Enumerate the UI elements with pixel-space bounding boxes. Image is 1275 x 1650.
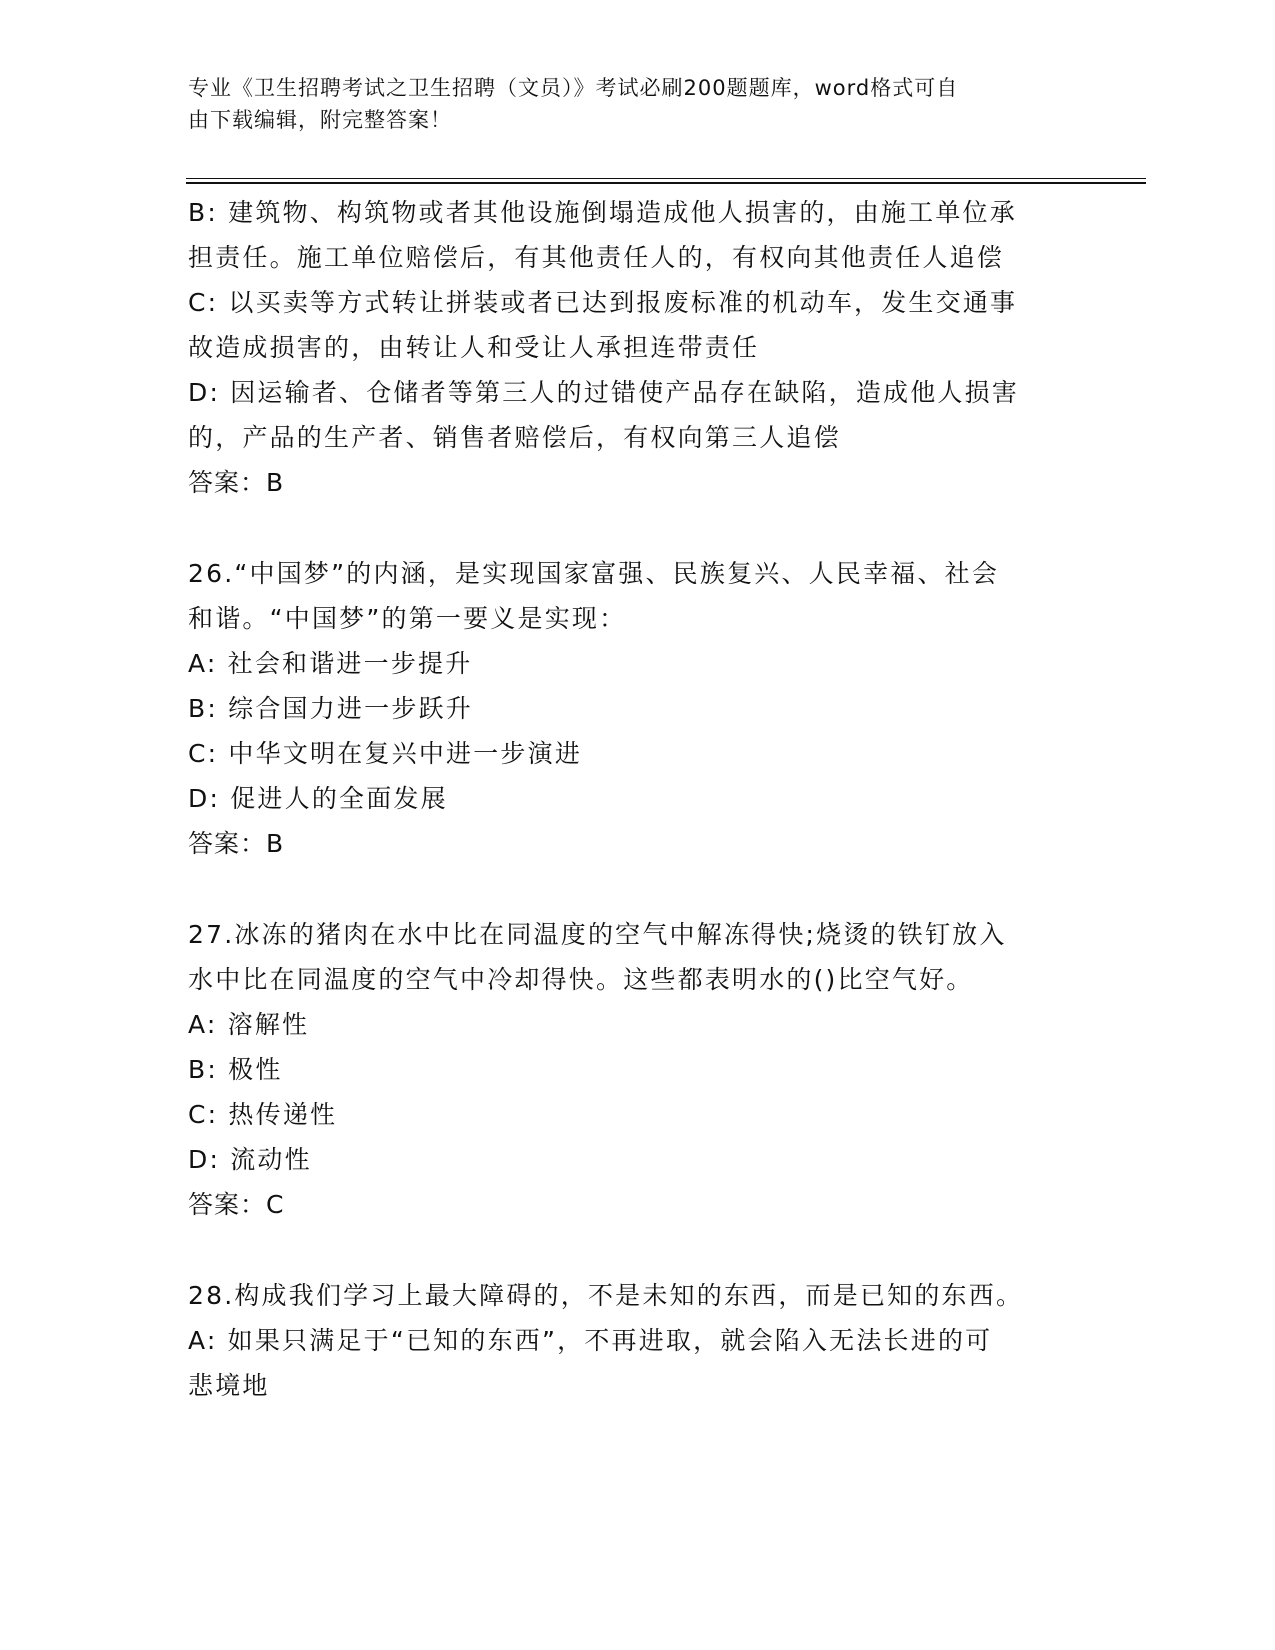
option-c: C: 热传递性 [188, 1100, 338, 1129]
document-header [188, 72, 1068, 136]
header-line-2: 由下载编辑，附完整答案！ [188, 108, 452, 132]
option-d: D: 促进人的全面发展 [188, 784, 448, 813]
question-stem-line-1: 28.构成我们学习上最大障碍的，不是未知的东西，而是已知的东西。 [188, 1281, 1024, 1310]
option-a: A: 溶解性 [188, 1010, 310, 1039]
question-26 [188, 551, 1068, 866]
option-b: B: 综合国力进一步跃升 [188, 694, 473, 723]
option-d: D: 流动性 [188, 1145, 312, 1174]
option-b: B: 极性 [188, 1055, 283, 1084]
question-stem-line-2: 和谐。“中国梦”的第一要义是实现： [188, 604, 627, 633]
answer-26: 答案：B [188, 829, 285, 858]
option-b-line-2: 担责任。施工单位赔偿后，有其他责任人的，有权向其他责任人追偿 [188, 243, 1005, 272]
option-d-line-1: D: 因运输者、仓储者等第三人的过错使产品存在缺陷，造成他人损害 [188, 378, 1020, 407]
option-c: C: 中华文明在复兴中进一步演进 [188, 739, 583, 768]
header-line-1: 专业《卫生招聘考试之卫生招聘（文员）》考试必刷200题题库，word格式可自 [188, 76, 959, 100]
option-a: A: 社会和谐进一步提升 [188, 649, 473, 678]
answer-25: 答案：B [188, 468, 285, 497]
question-27 [188, 912, 1068, 1227]
option-d-line-2: 的，产品的生产者、销售者赔偿后，有权向第三人追偿 [188, 423, 841, 452]
question-stem-line-1: 27.冰冻的猪肉在水中比在同温度的空气中解冻得快;烧烫的铁钉放入 [188, 920, 1007, 949]
question-stem-line-2: 水中比在同温度的空气中冷却得快。这些都表明水的()比空气好。 [188, 965, 974, 994]
answer-27: 答案：C [188, 1190, 285, 1219]
question-28 [188, 1273, 1068, 1408]
question-stem-line-1: 26.“中国梦”的内涵，是实现国家富强、民族复兴、人民幸福、社会 [188, 559, 1000, 588]
option-a-line-2: 悲境地 [188, 1371, 270, 1400]
option-c-line-1: C: 以买卖等方式转让拼装或者已达到报废标准的机动车，发生交通事 [188, 288, 1018, 317]
question-25-continued [188, 190, 1068, 505]
option-b-line-1: B: 建筑物、构筑物或者其他设施倒塌造成他人损害的，由施工单位承 [188, 198, 1017, 227]
document-body [188, 190, 1068, 1408]
option-c-line-2: 故造成损害的，由转让人和受让人承担连带责任 [188, 333, 760, 362]
header-divider [186, 178, 1146, 184]
option-a-line-1: A: 如果只满足于“已知的东西”，不再进取，就会陷入无法长进的可 [188, 1326, 993, 1355]
